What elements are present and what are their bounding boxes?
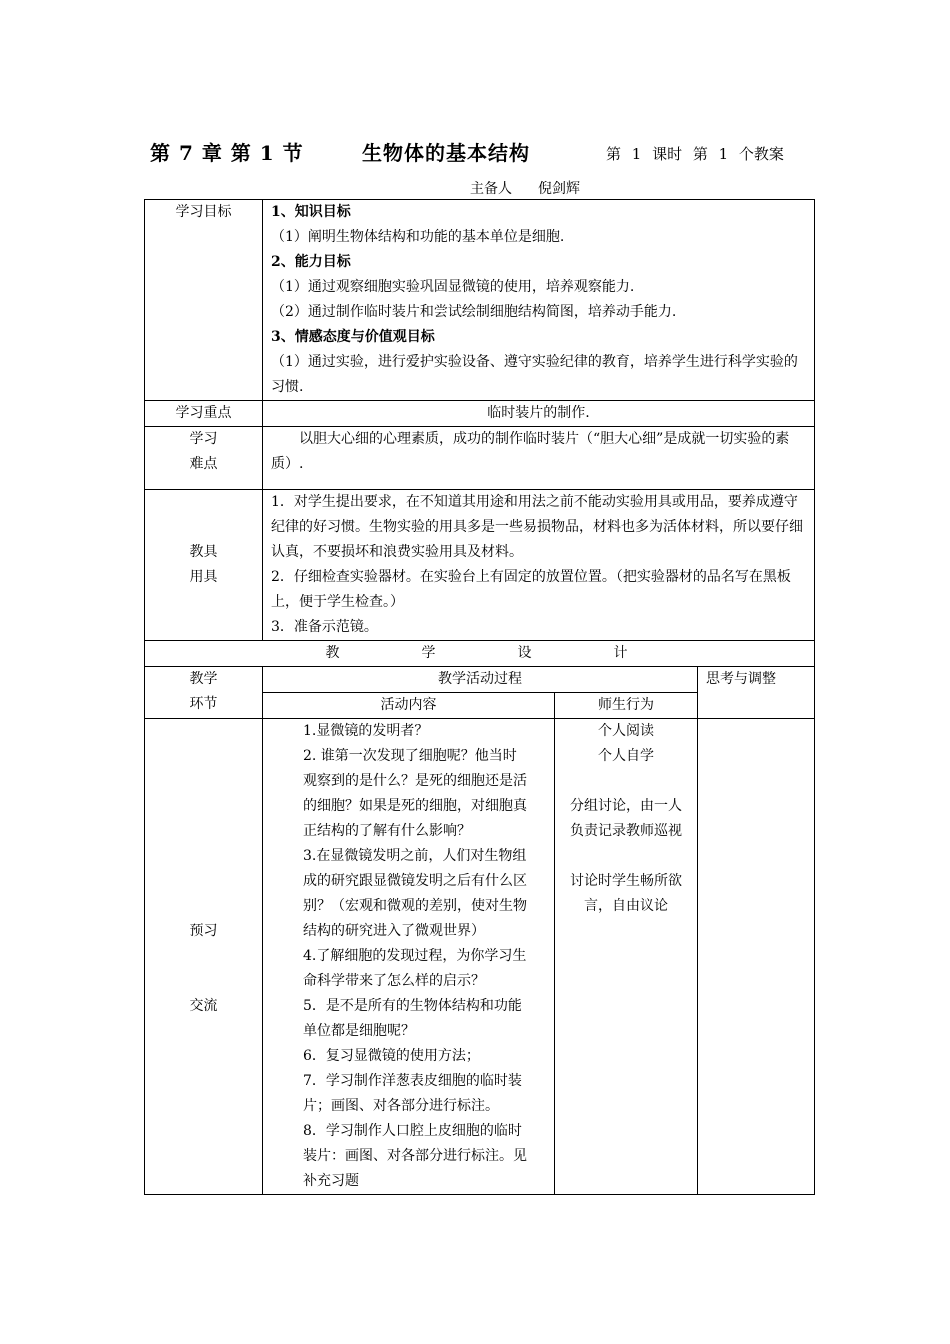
ability-goal-item: （2）通过制作临时装片和尝试绘制细胞结构简图，培养动手能力. — [271, 304, 677, 320]
tools-item: 3．准备示范镜。 — [271, 619, 378, 635]
key-point-label: 学习重点 — [145, 401, 263, 427]
preview-item: 1.显微镜的发明者？ — [303, 723, 429, 739]
content-column-header: 活动内容 — [263, 693, 555, 719]
design-header-row — [145, 667, 815, 693]
emotion-goal-title: 3、情感态度与价值观目标 — [271, 329, 435, 345]
preview-behavior: 个人阅读 个人自学 分组讨论，由一人 负责记录教师巡视 讨论时学生畅所欲言，自由议论 — [555, 719, 698, 1195]
preview-item: 2. 谁第一次发现了细胞呢？他当时观察到的是什么？是死的细胞还是活的细胞？如果是死的细胞，对细胞真正结构的了解有什么影响？ — [303, 748, 527, 839]
objectives-row — [145, 200, 815, 401]
preview-stage: 预习 交流 — [145, 719, 263, 1195]
tools-row — [145, 490, 815, 641]
preview-content — [263, 719, 555, 1195]
knowledge-goal-title: 1、知识目标 — [271, 204, 351, 220]
lesson-number: 第 1 课时 第 1 个教案 — [606, 145, 784, 163]
behavior-column-header: 师生行为 — [555, 693, 698, 719]
preview-item: 8．学习制作人口腔上皮细胞的临时装片：画图、对各部分进行标注。见补充习题 — [303, 1123, 527, 1189]
preview-reflection — [698, 719, 815, 1195]
emotion-goal-item: （1）通过实验，进行爱护实验设备、遵守实验纪律的教育，培养学生进行科学实验的习惯. — [271, 354, 798, 395]
tools-content — [263, 490, 815, 641]
preview-item: 6．复习显微镜的使用方法； — [303, 1048, 480, 1064]
difficulty-label: 学习 难点 — [145, 427, 263, 490]
design-heading: 教 学 设 计 — [145, 641, 815, 667]
lesson-topic: 生物体的基本结构 — [362, 141, 530, 165]
preparer-line — [470, 178, 580, 198]
preview-item: 5．是不是所有的生物体结构和功能单位都是细胞呢？ — [303, 998, 522, 1039]
process-column-header: 教学活动过程 — [263, 667, 698, 693]
design-heading-row — [145, 641, 815, 667]
stage-column-header: 教学 环节 — [145, 667, 263, 719]
chapter-section: 第 7 章 第 1 节 — [150, 141, 304, 165]
key-point-row — [145, 401, 815, 427]
objectives-content — [263, 200, 815, 401]
tools-label: 教具 用具 — [145, 490, 263, 641]
preparer-name: 倪剑辉 — [538, 181, 580, 197]
document-title — [150, 137, 810, 167]
knowledge-goal-item: （1）阐明生物体结构和功能的基本单位是细胞. — [271, 229, 565, 245]
preview-item: 4.了解细胞的发现过程，为你学习生命科学带来了怎么样的启示？ — [303, 948, 527, 989]
difficulty-row — [145, 427, 815, 490]
objectives-label: 学习目标 — [145, 200, 263, 401]
tools-item: 2．仔细检查实验器材。在实验台上有固定的放置位置。（把实验器材的品名写在黑板上，便于学生检查。） — [271, 569, 791, 610]
ability-goal-item: （1）通过观察细胞实验巩固显微镜的使用，培养观察能力. — [271, 279, 635, 295]
ability-goal-title: 2、能力目标 — [271, 254, 351, 270]
difficulty-value: 以胆大心细的心理素质，成功的制作临时装片（“胆大心细”是成就一切实验的素质）. — [263, 427, 815, 490]
preparer-label: 主备人 — [470, 181, 512, 197]
preview-item: 3.在显微镜发明之前，人们对生物组成的研究跟显微镜发明之后有什么区别？（宏观和微观的差别，使对生物结构的研究进入了微观世界） — [303, 848, 527, 939]
lesson-plan-table — [144, 199, 815, 1195]
preview-row — [145, 719, 815, 1195]
key-point-value: 临时装片的制作. — [263, 401, 815, 427]
reflection-column-header: 思考与调整 — [698, 667, 815, 719]
preview-item: 7．学习制作洋葱表皮细胞的临时装片；画图、对各部分进行标注。 — [303, 1073, 522, 1114]
tools-item: 1．对学生提出要求，在不知道其用途和用法之前不能动实验用具或用品，要养成遵守纪律的好习惯。生物实验的用具多是一些易损物品，材料也多为活体材料，所以要仔细认真，不要损坏和浪费实验用具及材料。 — [271, 494, 803, 560]
